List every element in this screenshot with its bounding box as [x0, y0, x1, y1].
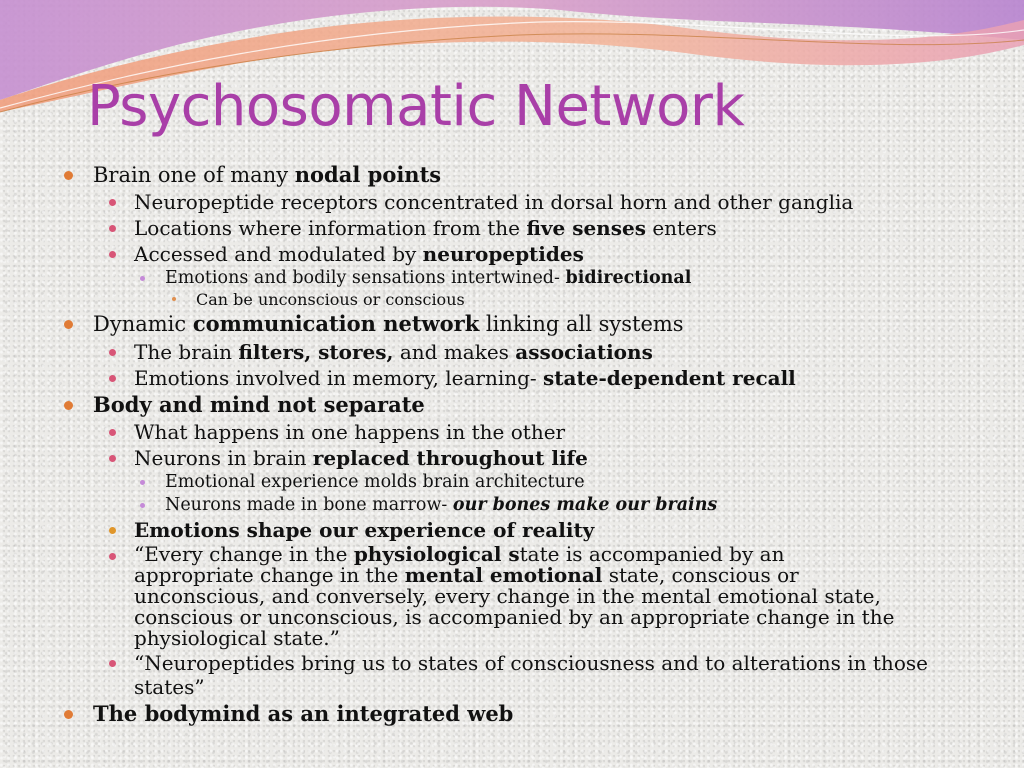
bullet-icon: [64, 401, 73, 410]
list-item: The brain filters, stores, and makes associations: [62, 340, 962, 364]
list-item: “Every change in the physiological state is accompanied by an appropriate change in the mental emotional state, conscious or unconscious, and conversely, every change in the mental emotional state, conscious or unconscious, is accompanied by an appropriate change in the physiological state.”: [62, 544, 962, 649]
bullet-list: [62, 160, 962, 727]
list-item: Neuropeptide receptors concentrated in dorsal horn and other ganglia: [62, 190, 962, 214]
list-item: Body and mind not separate: [62, 392, 962, 418]
list-item: Emotional experience molds brain architecture: [62, 472, 962, 493]
bullet-icon: [64, 320, 73, 329]
list-item: Emotions involved in memory, learning- state-dependent recall: [62, 366, 962, 390]
list-item: Accessed and modulated by neuropeptides: [62, 242, 962, 266]
bullet-icon: [109, 251, 116, 258]
list-item: Locations where information from the five senses enters: [62, 216, 962, 240]
bullet-icon: [140, 276, 145, 281]
bullet-icon: [140, 503, 145, 508]
list-item: What happens in one happens in the other: [62, 420, 962, 444]
bullet-icon: [109, 660, 116, 667]
list-item: Neurons made in bone marrow- our bones make our brains: [62, 495, 962, 516]
list-item: Brain one of many nodal points: [62, 162, 962, 188]
list-item: “Neuropeptides bring us to states of consciousness and to alterations in those states”: [62, 651, 962, 699]
bullet-icon: [109, 225, 116, 232]
bullet-icon: [109, 199, 116, 206]
bullet-icon: [109, 349, 116, 356]
bullet-icon: [109, 429, 116, 436]
slide-title: Psychosomatic Network: [87, 74, 745, 139]
bullet-icon: [64, 171, 73, 180]
list-item: Emotions and bodily sensations intertwined- bidirectional: [62, 268, 962, 289]
bullet-icon: [109, 553, 116, 560]
bullet-icon: [140, 480, 145, 485]
bullet-icon: [109, 375, 116, 382]
list-item: Emotions shape our experience of reality: [62, 518, 962, 542]
list-item: Dynamic communication network linking all systems: [62, 311, 962, 337]
bullet-icon: [109, 527, 116, 534]
list-item: Neurons in brain replaced throughout life: [62, 446, 962, 470]
list-item: Can be unconscious or conscious: [62, 290, 962, 309]
list-item: The bodymind as an integrated web: [62, 701, 962, 727]
bullet-icon: [172, 297, 176, 301]
bullet-icon: [64, 710, 73, 719]
bullet-icon: [109, 455, 116, 462]
